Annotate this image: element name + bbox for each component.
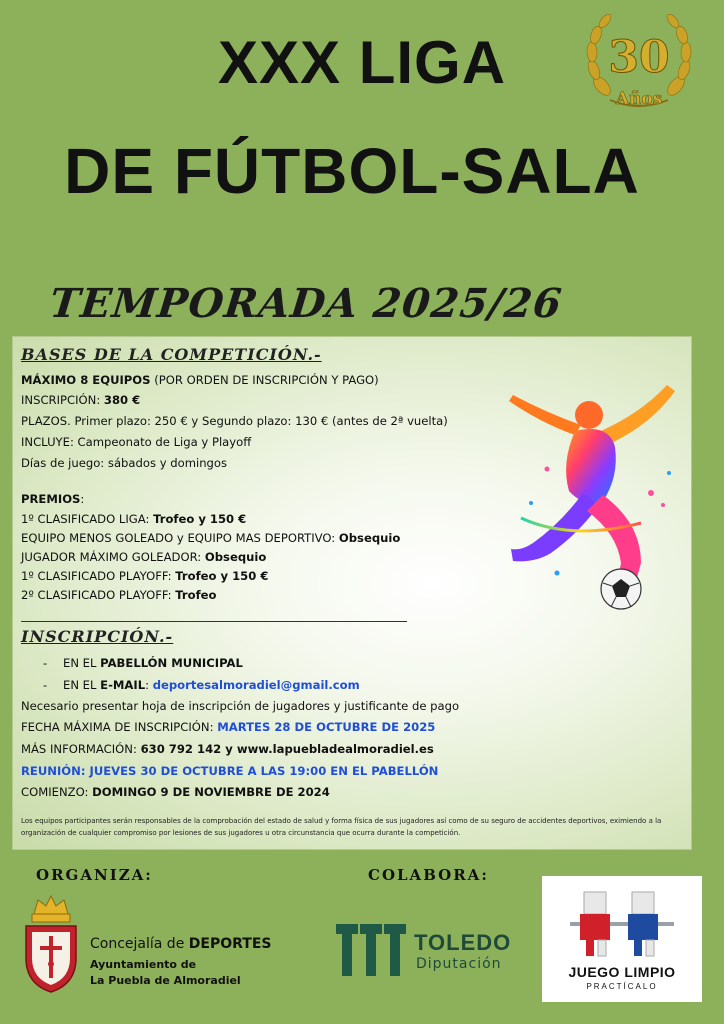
note-line: Necesario presentar hoja de inscripción de jugadores y justificante de pago [21, 699, 460, 713]
juego-limpio-logo [542, 876, 702, 1002]
info-line: MÁS INFORMACIÓN: 630 792 142 y www.lapuebladealmoradiel.es [21, 742, 434, 756]
premios-heading: PREMIOS: [21, 492, 85, 506]
deadline-line: FECHA MÁXIMA DE INSCRIPCIÓN: MARTES 28 DE OCTUBRE DE 2025 [21, 720, 436, 734]
inscripcion-heading: INSCRIPCIÓN.- [21, 627, 174, 646]
colabora-heading: COLABORA: [368, 866, 489, 884]
toledo-diputacion-logo-icon [336, 922, 406, 978]
foosball-players-icon [566, 886, 678, 962]
bases-heading: BASES DE LA COMPETICIÓN.- [21, 345, 322, 364]
start-line: COMIENZO: DOMINGO 9 DE NOVIEMBRE DE 2024 [21, 785, 330, 799]
anniversary-laurel-badge [580, 8, 698, 116]
title-line-2: DE FÚTBOL-SALA [64, 135, 640, 207]
email-link[interactable]: deportesalmoradiel@gmail.com [152, 678, 360, 692]
incluye-line: INCLUYE: Campeonato de Liga y Playoff [21, 435, 252, 449]
premio-item: JUGADOR MÁXIMO GOLEADOR: Obsequio [21, 550, 267, 564]
municipal-crest-icon [20, 892, 82, 996]
soccer-player-illustration [491, 373, 691, 623]
juego-limpio-title: JUEGO LIMPIO [568, 964, 676, 980]
org-concejalia: Concejalía de DEPORTES [90, 936, 272, 952]
max-teams-line: MÁXIMO 8 EQUIPOS (POR ORDEN DE INSCRIPCIÓN Y PAGO) [21, 373, 379, 387]
diputacion-text: Diputación [416, 956, 502, 972]
premio-item: 2º CLASIFICADO PLAYOFF: Trofeo [21, 588, 217, 602]
toledo-text: TOLEDO [414, 930, 512, 955]
meeting-line: REUNIÓN: JUEVES 30 DE OCTUBRE A LAS 19:00 EN EL PABELLÓN [21, 764, 439, 778]
title-line-1: XXX LIGA [217, 29, 507, 96]
premio-item: 1º CLASIFICADO PLAYOFF: Trofeo y 150 € [21, 569, 269, 583]
juego-limpio-subtitle: PRACTÍCALO [586, 982, 658, 991]
organiza-heading: ORGANIZA: [36, 866, 153, 884]
fee-line: INSCRIPCIÓN: 380 € [21, 393, 141, 407]
dias-line: Días de juego: sábados y domingos [21, 456, 228, 470]
premio-item: EQUIPO MENOS GOLEADO y EQUIPO MAS DEPORTIVO: Obsequio [21, 531, 401, 545]
info-panel [12, 336, 692, 850]
disclaimer: Los equipos participantes serán responsables de la comprobación del estado de salud y forma física de sus jugadores así como de su seguro de accidentes deportivos, eximiendo a la organización de cualquier compromiso por lesiones de sus jugadores u otra circunstancia que ocurra durante la competición. [21, 817, 662, 837]
badge-word: Años [615, 89, 663, 109]
org-town: La Puebla de Almoradiel [90, 974, 241, 987]
badge-number: 30 [608, 32, 670, 83]
place-line: EN EL PABELLÓN MUNICIPAL [63, 656, 243, 670]
bullet: - [43, 678, 48, 692]
plazos-line: PLAZOS. Primer plazo: 250 € y Segundo plazo: 130 € (antes de 2ª vuelta) [21, 414, 448, 428]
email-line: EN EL E-MAIL: deportesalmoradiel@gmail.com [63, 678, 360, 692]
premio-item: 1º CLASIFICADO LIGA: Trofeo y 150 € [21, 512, 247, 526]
section-divider [21, 621, 407, 622]
season-title: TEMPORADA 2025/26 [47, 280, 565, 327]
bullet: - [43, 656, 48, 670]
org-ayuntamiento: Ayuntamiento de [90, 958, 197, 971]
